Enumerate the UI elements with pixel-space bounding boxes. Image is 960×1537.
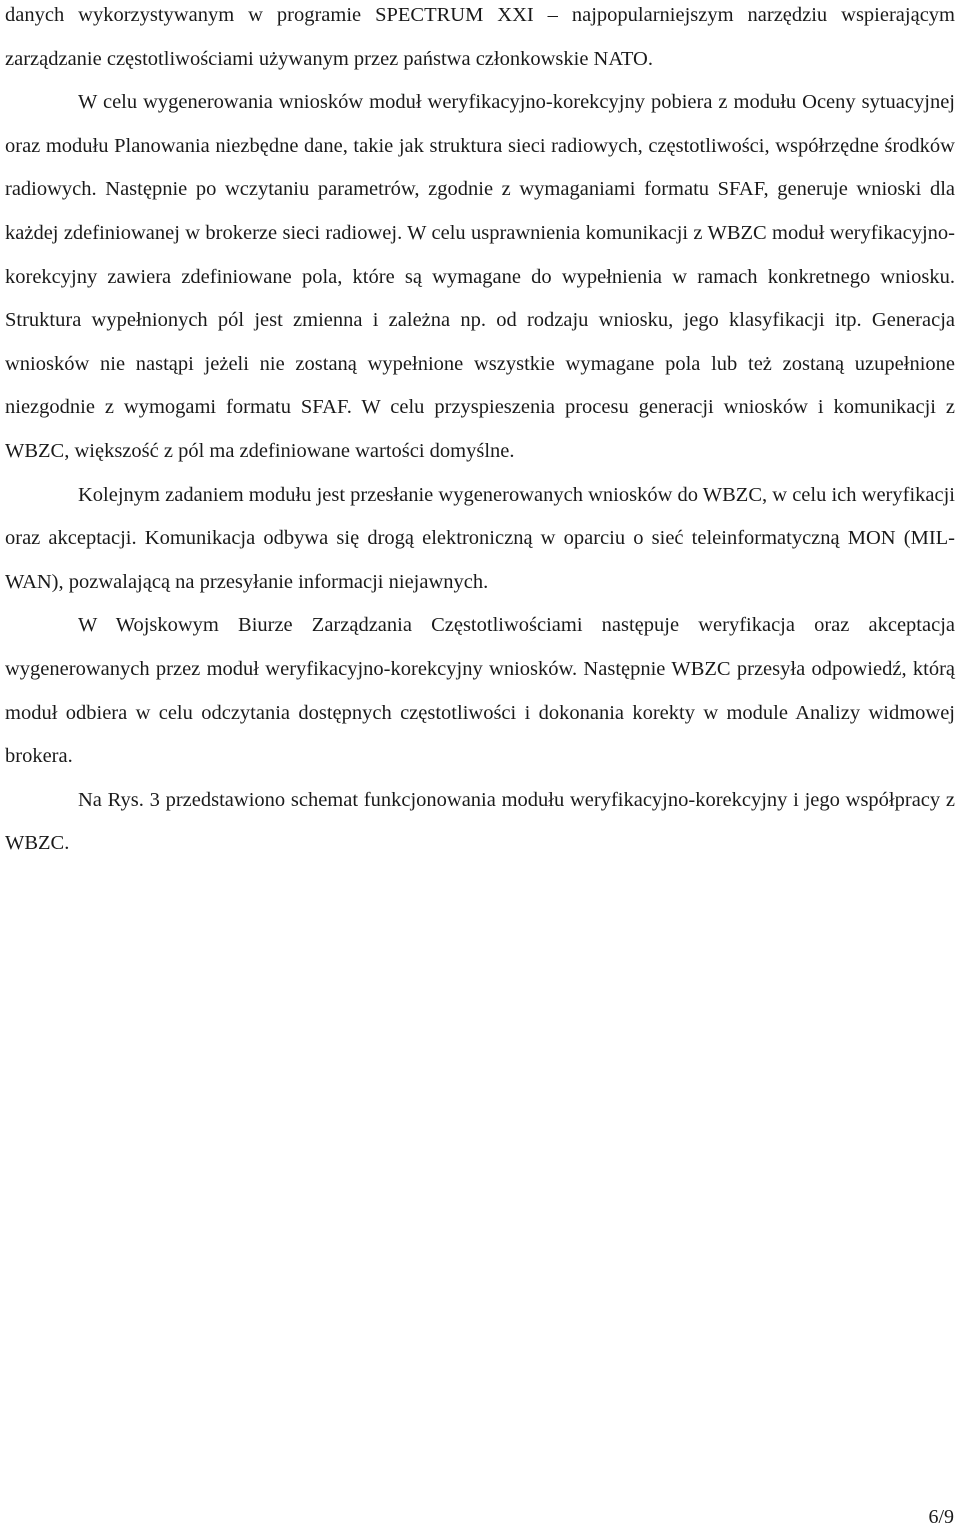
paragraph-continuation: danych wykorzystywanym w programie SPECTRUM XXI – najpopularniejszym narzędziu wspierającym zarządzanie częstotliwościami używanym przez państwa członkowskie NATO. xyxy=(5,4,955,70)
paragraph-request-transmission: Kolejnym zadaniem modułu jest przesłanie wygenerowanych wniosków do WBZC, w celu ich weryfikacji oraz akceptacji. Komunikacja odbywa się drogą elektroniczną w oparciu o sieć teleinformatyczną MON (MIL-WAN), pozwalającą na przesyłanie informacji niejawnych. xyxy=(5,483,955,593)
paragraph-wbzc-verification: W Wojskowym Biurze Zarządzania Częstotliwościami następuje weryfikacja oraz akceptacja wygenerowanych przez moduł weryfikacyjno-korekcyjny wniosków. Następnie WBZC przesyła odpowiedź, którą moduł odbiera w celu odczytania dostępnych częstotliwości i dokonania korekty w module Analizy widmowej brokera. xyxy=(5,614,955,768)
paragraph-figure-reference: Na Rys. 3 przedstawiono schemat funkcjonowania modułu weryfikacyjno-korekcyjny i jego współpracy z WBZC. xyxy=(5,788,955,855)
paragraph-module-data-retrieval: W celu wygenerowania wniosków moduł weryfikacyjno-korekcyjny pobiera z modułu Oceny sytuacyjnej oraz modułu Planowania niezbędne dane, takie jak struktura sieci radiowych, częstotliwości, współrzędne środków radiowych. Następnie po wczytaniu parametrów, zgodnie z wymaganiami formatu SFAF, generuje wnioski dla każdej zdefiniowanej w brokerze sieci radiowej. W celu usprawnienia komunikacji z WBZC moduł weryfikacyjno-korekcyjny zawiera zdefiniowane pola, które są wymagane do wypełnienia w ramach konkretnego wniosku. Struktura wypełnionych pól jest zmienna i zależna np. od rodzaju wniosku, jego klasyfikacji itp. Generacja wniosków nie nastąpi jeżeli nie zostaną wypełnione wszystkie wymagane pola lub też zostaną uzupełnione niezgodnie z wymogami formatu SFAF. W celu przyspieszenia procesu generacji wniosków i komunikacji z WBZC, większość z pól ma zdefiniowane wartości domyślne. xyxy=(5,91,955,462)
page-number: 6/9 xyxy=(928,1506,954,1528)
document-body xyxy=(5,0,955,866)
